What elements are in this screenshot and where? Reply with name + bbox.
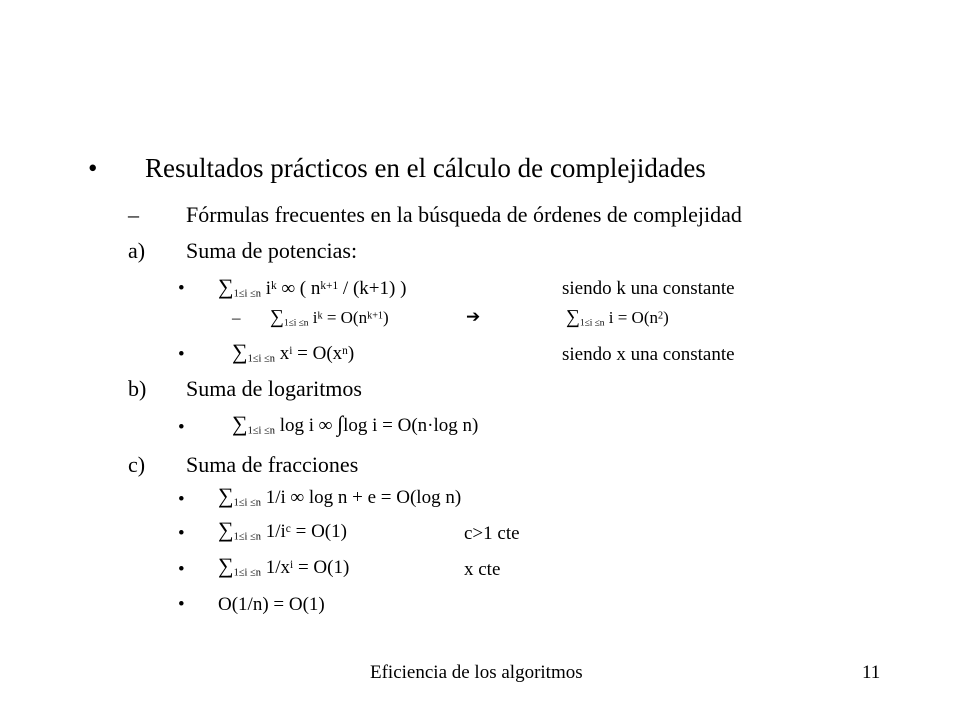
section-a-item2-note: siendo x una constante (562, 344, 735, 365)
sigma-symbol: ∑ (232, 340, 248, 364)
sigma-symbol: ∑ (218, 275, 234, 299)
integral-symbol: ∫ (337, 412, 344, 436)
sigma-symbol: ∑ (566, 307, 580, 328)
section-a-item2-bullet: • (178, 344, 185, 365)
section-c-item4-text: O(1/n) = O(1) (218, 594, 325, 615)
section-b-item1-formula: $\sum_{1\le i \le n}$ log i ∞ ∫log i = O(n·log n) (232, 412, 479, 437)
section-c-title: Suma de fracciones (186, 452, 359, 477)
sigma-symbol: ∑ (232, 412, 248, 436)
section-c-item2-formula: $\sum_{1\le i \le n}$ $1/i^c = O(1)$ (218, 518, 347, 543)
section-a-subitem-formula: $\sum_{1\le i \le n}$ $i^k = O(n^{k+1})$ (270, 307, 389, 329)
section-b-title: Suma de logaritmos (186, 376, 362, 401)
title-bullet: • (88, 153, 98, 183)
infinity-symbol: ∞ (281, 278, 296, 299)
subtitle-dash: – (128, 202, 139, 227)
section-c-item2-bullet: • (178, 523, 185, 544)
section-a-subitem-dash: – (232, 308, 241, 327)
section-c-item3-bullet: • (178, 559, 185, 580)
infinity-symbol: ∞ (318, 415, 333, 436)
sigma-symbol: ∑ (218, 484, 234, 508)
section-b-label: b) (128, 376, 147, 401)
subtitle-text: Fórmulas frecuentes en la búsqueda de órdenes de complejidad (186, 202, 742, 227)
section-a-subitem-formula-2: $\sum_{1\le i \le n}$ $i = O(n^2)$ (566, 307, 669, 329)
section-c-label: c) (128, 452, 146, 477)
section-a-item1-note: siendo k una constante (562, 278, 735, 299)
sigma-symbol: ∑ (218, 518, 234, 542)
section-c-item4-bullet: • (178, 594, 185, 615)
infinity-symbol: ∞ (290, 487, 305, 508)
section-b-item1-bullet: • (178, 417, 185, 438)
sigma-symbol: ∑ (218, 554, 234, 578)
section-c-item3-formula: $\sum_{1\le i \le n}$ $1/x^i = O(1)$ (218, 554, 350, 579)
arrow-icon: ➔ (466, 307, 481, 326)
section-a-label: a) (128, 238, 146, 263)
section-a-item1-bullet: • (178, 278, 185, 299)
section-c-item1-bullet: • (178, 489, 185, 510)
section-a-item1-formula: $\sum_{1\le i \le n}$ $i^k$ ∞ ( $n^{k+1} / (k+1)$ ) (218, 275, 407, 300)
section-c-item2-note: c>1 cte (464, 523, 520, 544)
slide-heading: Resultados prácticos en el cálculo de complejidades (145, 153, 706, 183)
footer-title: Eficiencia de los algoritmos (370, 662, 583, 683)
sigma-symbol: ∑ (270, 307, 284, 328)
section-c-item1-formula: $\sum_{1\le i \le n}$ 1/i ∞ log n + e = O(log n) (218, 484, 462, 509)
page-number: 11 (862, 662, 881, 683)
section-a-title: Suma de potencias: (186, 238, 358, 263)
section-c-item3-note: x cte (464, 559, 501, 580)
section-a-item2-formula: $\sum_{1\le i \le n}$ $x^i = O(x^n)$ (232, 340, 355, 365)
